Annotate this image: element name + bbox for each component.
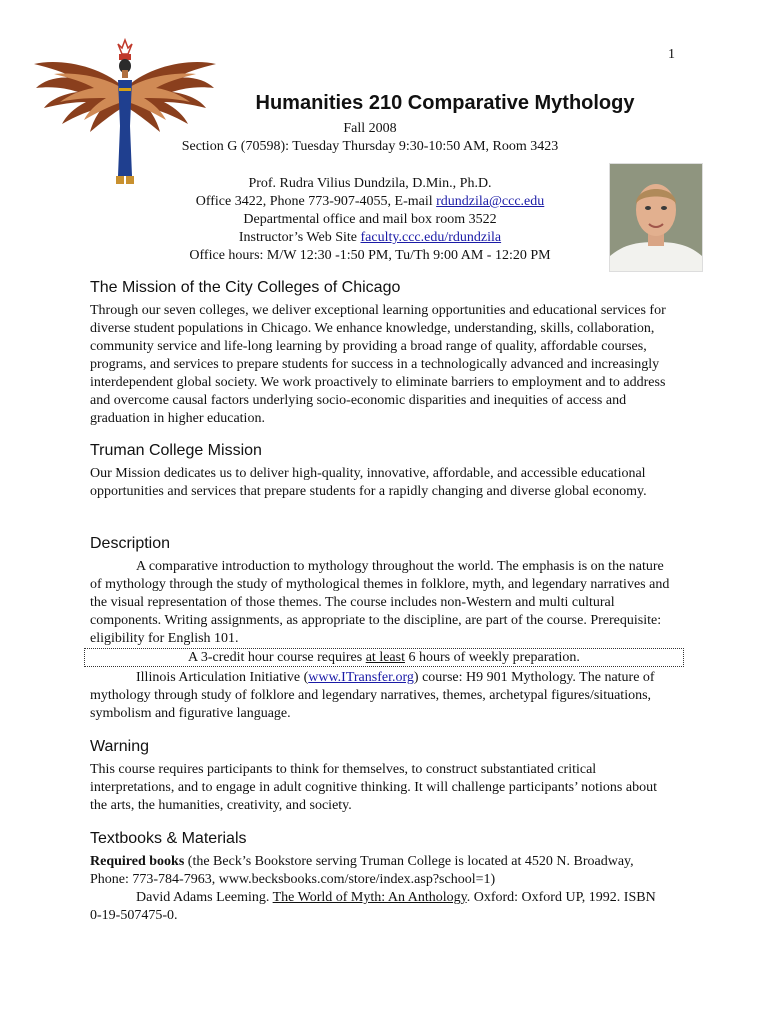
required-label: Required books <box>90 854 185 869</box>
instructor-photo <box>609 163 703 272</box>
truman-mission-heading: Truman College Mission <box>90 442 262 459</box>
left-wing <box>34 62 122 132</box>
description-text: A comparative introduction to mythology throughout the world. The emphasis is on the nature of mythology through the study of mythological themes in folklore, myth, and legendary narratives and the visual representation of those themes. The course includes non-Western and multi cultural components. Writing assignments, as appropriate to the discipline, are part of the course. Prerequisite: eligibility for English 101. <box>90 559 670 646</box>
description-body <box>90 558 670 648</box>
email-link[interactable]: rdundzila@ccc.edu <box>436 194 545 209</box>
course-title: Humanities 210 Comparative Mythology <box>255 92 635 114</box>
ccc-mission-body <box>90 302 670 428</box>
textbooks-body <box>90 853 670 925</box>
credit-prefix: A 3-credit hour course requires <box>188 650 366 665</box>
book-title: The World of Myth: An Anthology <box>272 890 467 905</box>
textbooks-heading: Textbooks & Materials <box>90 830 247 847</box>
itransfer-link[interactable]: www.ITransfer.org <box>308 670 414 685</box>
page-number: 1 <box>668 47 675 62</box>
term: Fall 2008 <box>343 121 397 136</box>
instructor-name: Prof. Rudra Vilius Dundzila, D.Min., Ph.D. <box>248 176 492 191</box>
section-info: Section G (70598): Tuesday Thursday 9:30-10:50 AM, Room 3423 <box>181 139 559 154</box>
office-hours: Office hours: M/W 12:30 -1:50 PM, Tu/Th 9:00 AM - 12:20 PM <box>189 248 551 263</box>
course-header-block <box>130 120 610 156</box>
instructor-portrait-icon <box>610 164 702 271</box>
instructor-block <box>130 175 610 265</box>
office-line <box>130 193 610 211</box>
description-heading: Description <box>90 535 171 552</box>
required-text: (the Beck’s Bookstore serving Truman College is located at 4520 N. Broadway, Phone: 773-784-7963, www.becksbooks.com/store/index.asp?school=1) <box>90 854 634 887</box>
iai-text <box>90 669 670 723</box>
credit-suffix: 6 hours of weekly preparation. <box>404 650 580 665</box>
credit-underlined: at least <box>365 650 405 665</box>
warning-text: This course requires participants to think for themselves, to construct substantiated critical interpretations, and to engage in adult cognitive thinking. It will challenge participants’ notions about the arts, the humanities, creativity, and society. <box>90 762 657 813</box>
book-author: David Adams Leeming. <box>136 890 273 905</box>
office-text: Office 3422, Phone 773-907-4055, E-mail <box>195 194 437 209</box>
website-text: Instructor’s Web Site <box>238 230 361 245</box>
iai-paragraph <box>90 669 670 723</box>
website-link[interactable]: faculty.ccc.edu/rdundzila <box>360 230 502 245</box>
book-rest: . Oxford: Oxford UP, 1992. ISBN 0-19-507475-0. <box>90 890 656 923</box>
warning-body <box>90 761 670 815</box>
truman-mission-body <box>90 465 670 501</box>
credit-hours-box <box>84 648 684 667</box>
ccc-mission-heading: The Mission of the City Colleges of Chicago <box>90 279 401 296</box>
ccc-mission-text: Through our seven colleges, we deliver exceptional learning opportunities and educational services for diverse student populations in Chicago. We enhance knowledge, understanding, skills, collaboration, community service and life-long learning by providing a broad range of quality, affordable courses, programs, and services to prepare students for success in a technologically advanced and increasingly interdependent global society. We work proactively to eliminate barriers to employment and to address and overcome causal factors underlying socio-economic disparities and inequities of access and graduation in higher education. <box>90 303 666 426</box>
iai-prefix: Illinois Articulation Initiative ( <box>136 670 309 685</box>
truman-mission-text: Our Mission dedicates us to deliver high-quality, innovative, affordable, and accessible educational opportunities and services that prepare students for a rapidly changing and diverse global economy. <box>90 466 647 499</box>
dept-office: Departmental office and mail box room 3522 <box>243 212 497 227</box>
iai-suffix: ) course: H9 901 Mythology. The nature of mythology through study of folklore and legendary narratives, themes, archetypal figures/situations, symbolism and figurative language. <box>90 670 655 721</box>
required-books <box>90 853 670 889</box>
book-entry <box>90 889 670 925</box>
website-line <box>130 229 610 247</box>
warning-heading: Warning <box>90 738 149 755</box>
